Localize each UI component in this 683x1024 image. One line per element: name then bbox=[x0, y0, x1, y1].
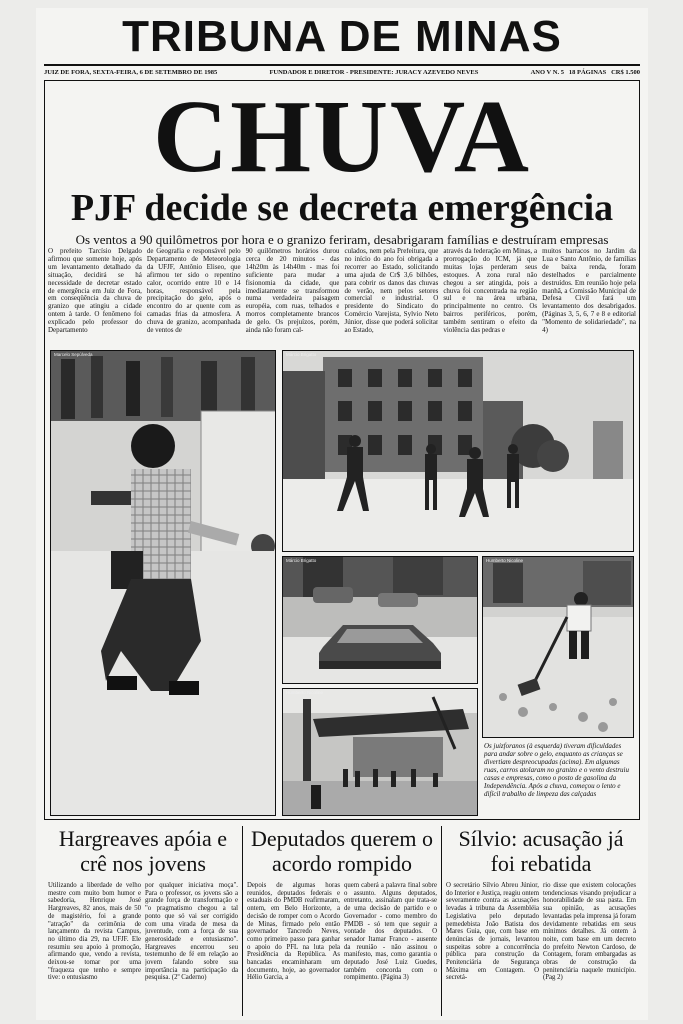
photo-caption: Os juizforanos (à esquerda) tiveram dificuldades para andar sobre o gelo, enquanto as crianças se divertiam despreocupadas (acima). Em algumas ruas, carros atolaram no granizo e o vento destruiu casas e empresas, como o posto de gasolina da Independência. Após a chuva, começou o lento e difícil trabalho de limpeza das calçadas bbox=[484, 742, 629, 798]
story-column: Depois de algumas horas reunidos, deputados federais e estaduais do PMDB reafirmaram, ontem, em Belo Horizonte, a decisão de romper com o Acordo de Minas, firmado pelo então governador Tancredo Neves, como primeiro passo para ganhar o apoio do PFL na luta pela Presidência da República. As bancadas encaminharam um documento, hoje, ao governador Hélio Garcia, a bbox=[247, 882, 340, 982]
photo-car-in-hail bbox=[282, 556, 478, 684]
story-title: Sílvio: acusação já foi rebatida bbox=[458, 826, 624, 876]
lead-column: através da federação em Minas, a prorrogação do ICM, já que muitas lojas perderam seus estoques. A zona rural não chegou a ser atingida, pois a chuva foi concentrada na região sul e na área urbana, principalmente no centro. Os bairros periféricos, porém, também sentiram o efeito da violência das pedras e bbox=[443, 248, 538, 335]
lead-column: muitos barracos no Jardim da Lua e Santo Antônio, de famílias de baixa renda, foram destelhados e parcialmente destruídos. Em reunião hoje pela manhã, a Comissão Municipal de Defesa Civil fará um levantamento dos desabrigados. (Páginas 3, 5, 6, 7 e 8 e editorial "Momento de solidariedade", na 4) bbox=[542, 248, 636, 335]
story-hargreaves bbox=[44, 826, 243, 1016]
photo-person-on-hail bbox=[50, 350, 276, 816]
story-column: por qualquer iniciativa moça". Para o professor, os jovens são a grande força de transformação e "o pragmatismo chegou a tal ponto que só vai ser corrigido com uma virada de mesa da juventude, com a força de sua generosidade e entusiasmo". Hargreaves encerrou seu testemunho de fé em relação ao jovem falando sobre sua importância na participação da pesquisa. (2º Caderno) bbox=[145, 882, 238, 982]
story-column: Utilizando a liberdade de velho mestre com muito bom humor e sabedoria, Henrique José Hargreaves, 82 anos, mais de 50 de magistério, foi a grande "atração" da cerimônia de lançamento da revista Campus, no último dia 29, na UFJF. Ele resumiu seu apoio à promoção, afirmando que, vendo a revista, deixou-se tomar por uma "fraqueza que tenho e sempre tive: o entusiasmo bbox=[48, 882, 141, 982]
photo-credit: Márcio Brigatto bbox=[286, 352, 317, 357]
lead-column: de Geografia e responsável pelo Departamento de Meteorologia da UFJF, Antônio Eliseo, que afirmou ter sido o repentino calor, ocorrido entre 10 e 14 horas, responsável pela precipitação do gelo, após o encontro do ar quente com as camadas frias da atmosfera. A chuva de granizo, acompanhada de ventos de bbox=[146, 248, 241, 335]
kicker-headline: CHUVA bbox=[153, 79, 531, 194]
masthead: TRIBUNA DE MINAS bbox=[122, 12, 562, 61]
photo-children-street bbox=[282, 350, 634, 552]
story-column: O secretário Sílvio Abreu Júnior, do Interior e Justiça, reagiu ontem severamente contra as acusações levadas à tribuna da Assembléia Legislativa pelo deputado pemedebista João Batista dos Mares Guia, que, com base em denúncias de jornais, levantou suspeitas sobre a concorrência pública para construção da Penitenciária de Segurança Máxima em Contagem. O secretá- bbox=[446, 882, 539, 982]
lead-column: culados, nem pela Prefeitura, que no início do ano foi obrigada a recorrer ao Estado, solicitando uma ajuda de Cr$ 3,6 bilhões, para cobrir os danos das chuvas de verão, nem pelos setores comercial e industrial. O presidente do Sindicato do Comércio Varejista, Sylvio Neto Júnior, disse que poderá solicitar ao Estado, bbox=[344, 248, 439, 335]
story-title: Hargreaves apóia e crê nos jovens bbox=[58, 826, 228, 876]
photo-gas-station-drawing bbox=[283, 689, 478, 816]
issue-info: ANO V N. 5 18 PÁGINAS CR$ 1.500 bbox=[530, 69, 640, 76]
story-column: quem caberá a palavra final sobre o assunto. Alguns deputados, entretanto, assinalam que trata-se de uma decisão de partido e o Governador - como membro do PMDB - só tem que seguir a vontade dos deputados. O senador Itamar Franco - ausente da reunião - não assinou o manifesto, mas, como garantia o deputado José Luiz Guedes, também concorda com o rompimento. (Página 3) bbox=[344, 882, 437, 982]
photo-credit: Marcelo Sepúlveda bbox=[54, 352, 93, 357]
photo-credit: Humberto Nicoline bbox=[486, 558, 524, 563]
story-column: rio disse que existem colocações tendenciosas visando prejudicar a honorabilidade de sua pasta. Em sua opinião, as acusações levantadas pela imprensa já foram devidamente rebatidas em seus mínimos detalhes. Já ontem à noite, com base em um decreto do prefeito Newton Cardoso, de Contagem, foram embargadas as obras de construção da penitenciária naquele município. (Pag 2) bbox=[543, 882, 636, 982]
photo-gas-station bbox=[282, 688, 478, 816]
founder-line: FUNDADOR E DIRETOR - PRESIDENTE: JURACY AZEVEDO NEVES bbox=[269, 69, 479, 76]
main-headline: PJF decide se decreta emergência bbox=[70, 187, 614, 229]
photo-credit: Humberto Nicoline bbox=[286, 690, 324, 695]
photo-shovel-drawing bbox=[483, 557, 634, 738]
lead-column: O prefeito Tarcísio Delgado afirmou que somente hoje, após um levantamento detalhado da situação, decidirá se há necessidade de decretar estado de emergência em Juiz de Fora, em conseqüência da chuva de granizo que atingiu a cidade ontem à tarde. O fenômeno foi explicado pelo professor do Departamento bbox=[48, 248, 142, 335]
subheadline: Os ventos a 90 quilômetros por hora e o granizo feriram, desabrigaram famílias e destruíram empresas bbox=[75, 232, 609, 247]
bottom-stories bbox=[44, 826, 640, 1016]
lead-story-columns bbox=[48, 248, 636, 342]
photo-car-drawing bbox=[283, 557, 478, 684]
photo-street-drawing bbox=[283, 351, 634, 552]
photo-man-shoveling bbox=[482, 556, 634, 738]
lead-column: 90 quilômetros horários durou cerca de 20 minutos - das 14h20m às 14h40m - mas foi suficiente para mudar a fisionomia da cidade, que imediatamente se transformou numa verdadeira paisagem européia, com ruas, telhados e morros completamente brancos de gelo. Os prejuízos, porém, ainda não foram cal- bbox=[245, 248, 340, 335]
edition-date: JUIZ DE FORA, SEXTA-FEIRA, 6 DE SETEMBRO DE 1985 bbox=[44, 69, 218, 76]
photo-person-drawing bbox=[51, 351, 276, 816]
story-deputados bbox=[243, 826, 442, 1016]
photo-credit: Márcio Brigatto bbox=[286, 558, 317, 563]
story-title: Deputados querem o acordo rompido bbox=[250, 826, 434, 876]
story-silvio bbox=[442, 826, 640, 1016]
